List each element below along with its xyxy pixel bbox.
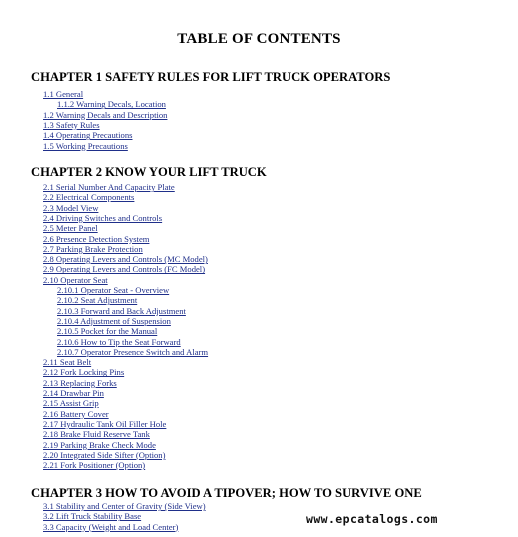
toc-link[interactable]: 2.21 Fork Positioner (Option) bbox=[43, 460, 146, 471]
toc-link[interactable]: 2.10.5 Pocket for the Manual bbox=[57, 326, 158, 337]
toc-link[interactable]: 1.2 Warning Decals and Description bbox=[43, 109, 168, 120]
toc-link[interactable]: 2.5 Meter Panel bbox=[43, 223, 98, 234]
toc-link[interactable]: 1.3 Safety Rules bbox=[43, 119, 100, 130]
toc-link[interactable]: 2.1 Serial Number And Capacity Plate bbox=[43, 182, 175, 192]
toc-link[interactable]: 2.4 Driving Switches and Controls bbox=[43, 212, 163, 223]
page-title: TABLE OF CONTENTS bbox=[177, 31, 341, 47]
toc-link[interactable]: 2.16 Battery Cover bbox=[43, 408, 109, 419]
toc-link[interactable]: 2.18 Brake Fluid Reserve Tank bbox=[43, 429, 150, 440]
toc-link[interactable]: 2.19 Parking Brake Check Mode bbox=[43, 439, 156, 450]
toc-link[interactable]: 2.2 Electrical Components bbox=[43, 192, 135, 203]
toc-link[interactable]: 2.11 Seat Belt bbox=[43, 357, 92, 368]
toc-link[interactable]: 2.9 Operating Levers and Controls (FC Model) bbox=[43, 264, 206, 275]
toc-link[interactable]: 2.15 Assist Grip bbox=[43, 398, 99, 409]
toc-link[interactable]: 1.4 Operating Precautions bbox=[43, 130, 133, 141]
watermark: www.epcatalogs.com bbox=[306, 512, 438, 526]
toc-link[interactable]: 2.8 Operating Levers and Controls (MC Model) bbox=[43, 254, 208, 265]
toc-link[interactable]: 2.12 Fork Locking Pins bbox=[43, 367, 125, 378]
toc-link[interactable]: 3.2 Lift Truck Stability Base bbox=[43, 511, 142, 522]
toc-link[interactable]: 1.5 Working Precautions bbox=[43, 140, 128, 151]
toc-link[interactable]: 2.17 Hydraulic Tank Oil Filler Hole bbox=[43, 418, 167, 429]
chapter-3-heading: CHAPTER 3 HOW TO AVOID A TIPOVER; HOW TO SURVIVE ONE bbox=[31, 486, 422, 500]
toc-link[interactable]: 2.3 Model View bbox=[43, 202, 99, 213]
toc-link[interactable]: 2.10 Operator Seat bbox=[43, 274, 108, 285]
toc-link[interactable]: 2.10.7 Operator Presence Switch and Alarm bbox=[57, 346, 209, 357]
toc-link[interactable]: 2.14 Drawbar Pin bbox=[43, 388, 104, 398]
toc-link[interactable]: 2.6 Presence Detection System bbox=[43, 233, 150, 244]
chapter-1-heading: CHAPTER 1 SAFETY RULES FOR LIFT TRUCK OPERATORS bbox=[31, 70, 391, 84]
toc-link[interactable]: 2.7 Parking Brake Protection bbox=[43, 243, 143, 254]
toc-link[interactable]: 2.10.3 Forward and Back Adjustment bbox=[57, 305, 186, 316]
toc-link[interactable]: 2.10.1 Operator Seat - Overview bbox=[57, 285, 170, 295]
toc-link[interactable]: 2.10.2 Seat Adjustment bbox=[57, 295, 138, 306]
toc-link[interactable]: 1.1.2 Warning Decals, Location bbox=[57, 99, 166, 110]
toc-link[interactable]: 2.20 Integrated Side Sifter (Option) bbox=[43, 449, 166, 460]
toc-link[interactable]: 2.13 Replacing Forks bbox=[43, 377, 117, 388]
chapter-2-heading: CHAPTER 2 KNOW YOUR LIFT TRUCK bbox=[31, 165, 267, 179]
toc-link[interactable]: 3.3 Capacity (Weight and Load Center) bbox=[43, 521, 179, 532]
toc-link[interactable]: 2.10.6 How to Tip the Seat Forward bbox=[57, 336, 181, 347]
toc-link[interactable]: 3.1 Stability and Center of Gravity (Side View) bbox=[43, 501, 206, 511]
toc-link[interactable]: 2.10.4 Adjustment of Suspension bbox=[57, 315, 171, 326]
toc-link[interactable]: 1.1 General bbox=[43, 89, 84, 99]
